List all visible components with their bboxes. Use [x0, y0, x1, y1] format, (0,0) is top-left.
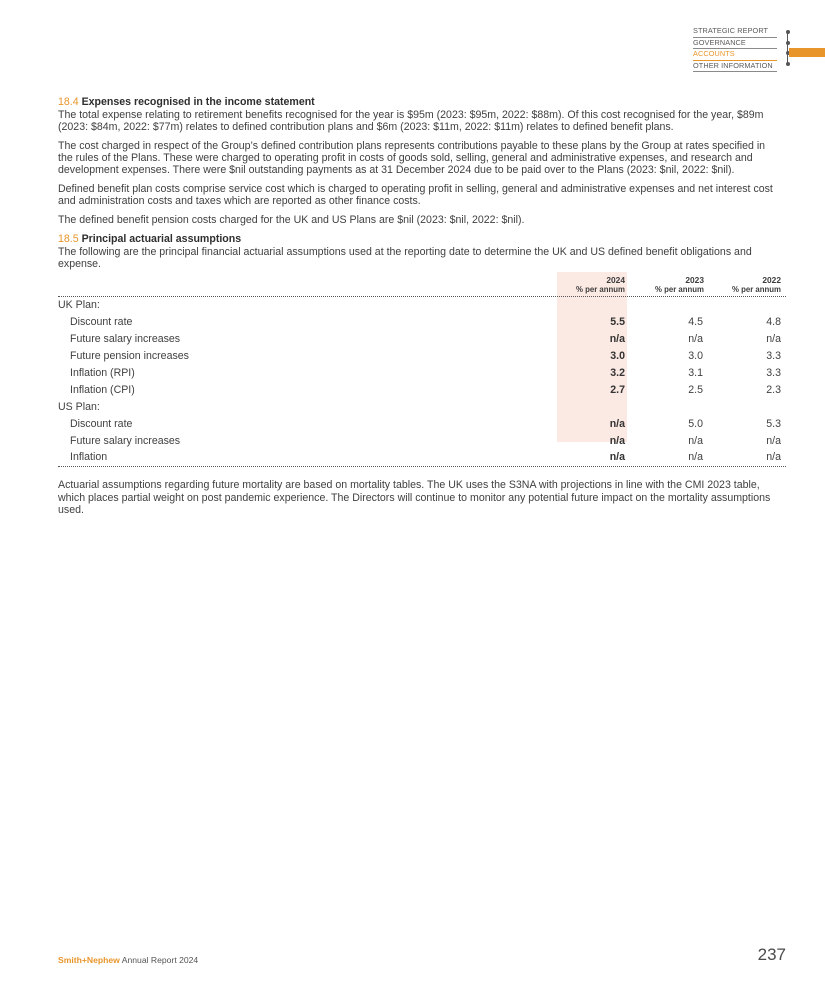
- row-label: Inflation: [70, 451, 108, 464]
- value-2024: n/a: [609, 417, 625, 430]
- row-label: Inflation (CPI): [70, 383, 135, 396]
- value-2022: 2.3: [766, 383, 781, 396]
- column-header-2024: [557, 275, 625, 295]
- nav-governance[interactable]: GOVERNANCE: [693, 38, 777, 50]
- row-label: Discount rate: [70, 316, 133, 329]
- actuarial-assumptions-table: [58, 272, 786, 467]
- table-row: [58, 449, 786, 467]
- active-section-tab: [789, 48, 825, 57]
- paragraph: The total expense relating to retirement benefits recognised for the year is $95m (2023: $95m, 2022: $88m). Of this cost recognised for the year, $89m (2023: $84m, 2022: $77m) relates to defined contribution plans and $6m (2023: $11m, 2022: $11m) relates to defined benefit plans.: [58, 109, 764, 134]
- value-2023: 3.0: [688, 350, 703, 363]
- page-number: 237: [757, 945, 786, 964]
- value-2022: n/a: [766, 451, 781, 464]
- value-2022: 5.3: [766, 417, 781, 430]
- value-2023: 2.5: [688, 383, 703, 396]
- table-row: [58, 314, 786, 331]
- value-2024: 2.7: [610, 383, 625, 396]
- section-navigation: [693, 26, 825, 72]
- column-unit: % per annum: [732, 285, 781, 295]
- column-header-2023: [636, 275, 704, 295]
- value-2023: n/a: [688, 333, 703, 346]
- table-row: [58, 382, 786, 399]
- value-2024: 3.0: [610, 350, 625, 363]
- brand-name: Smith+Nephew: [58, 955, 120, 965]
- value-2024: n/a: [609, 451, 625, 464]
- value-2023: 5.0: [688, 417, 703, 430]
- page-content: [58, 96, 788, 523]
- nav-dot: [786, 30, 790, 34]
- row-label: Inflation (RPI): [70, 366, 135, 379]
- report-title: Annual Report 2024: [121, 955, 199, 965]
- section-title: Principal actuarial assumptions: [81, 233, 242, 245]
- value-2023: 4.5: [688, 316, 703, 329]
- nav-accounts[interactable]: ACCOUNTS: [693, 49, 777, 61]
- section-18-5-heading: [58, 233, 788, 246]
- paragraph: The cost charged in respect of the Group’s defined contribution plans represents contributions payable to these plans by the Group at rates specified in the rules of the Plans. These were charged to operating profit in costs of goods sold, selling, general and administrative expenses, and research and development expenses. There were $nil outstanding payments as at 31 December 2024 due to be paid over to the Plans (2023: $nil, 2022: $nil).: [58, 140, 766, 177]
- column-year: 2023: [685, 275, 704, 286]
- table-row: [58, 331, 786, 348]
- value-2022: n/a: [766, 333, 781, 346]
- value-2023: n/a: [688, 434, 703, 447]
- value-2023: 3.1: [688, 366, 703, 379]
- column-year: 2024: [606, 275, 625, 286]
- table-row: [58, 433, 786, 450]
- nav-other-information[interactable]: OTHER INFORMATION: [693, 61, 777, 73]
- nav-dot: [786, 62, 790, 66]
- value-2022: 3.3: [766, 366, 781, 379]
- column-year: 2022: [762, 275, 781, 286]
- value-2024: 3.2: [610, 366, 625, 379]
- column-unit: % per annum: [576, 285, 625, 295]
- nav-indicator-line: [787, 31, 788, 65]
- value-2022: 4.8: [766, 316, 781, 329]
- row-label: Future salary increases: [70, 333, 181, 346]
- group-row-us-plan: [58, 399, 786, 416]
- section-number: 18.4: [58, 96, 79, 108]
- nav-strategic-report[interactable]: STRATEGIC REPORT: [693, 26, 777, 38]
- value-2022: n/a: [766, 434, 781, 447]
- paragraph: Actuarial assumptions regarding future mortality are based on mortality tables. The UK uses the S3NA with projections in line with the CMI 2023 table, which places partial weight on post pandemic experience. The Directors will continue to monitor any potential future impact on the mortality assumptions used.: [58, 479, 771, 516]
- section-number: 18.5: [58, 233, 79, 245]
- nav-dot: [786, 41, 790, 45]
- table-row: [58, 365, 786, 382]
- value-2022: 3.3: [766, 350, 781, 363]
- section-title: Expenses recognised in the income statement: [81, 96, 315, 108]
- value-2024: 5.5: [610, 316, 625, 329]
- group-row-uk-plan: [58, 297, 786, 314]
- group-label: US Plan:: [58, 400, 100, 413]
- table-row: [58, 416, 786, 433]
- table-header: [58, 272, 786, 297]
- value-2024: n/a: [609, 434, 625, 447]
- row-label: Future salary increases: [70, 434, 181, 447]
- paragraph: The following are the principal financial actuarial assumptions used at the reporting date to determine the UK and US defined benefit obligations and expense.: [58, 246, 752, 271]
- column-header-2022: [713, 275, 781, 295]
- footer-brand: [58, 955, 198, 965]
- value-2023: n/a: [688, 451, 703, 464]
- row-label: Discount rate: [70, 417, 133, 430]
- value-2024: n/a: [609, 333, 625, 346]
- row-label: Future pension increases: [70, 350, 189, 363]
- paragraph: The defined benefit pension costs charged for the UK and US Plans are $nil (2023: $nil, 2022: $nil).: [58, 214, 525, 227]
- column-unit: % per annum: [655, 285, 704, 295]
- group-label: UK Plan:: [58, 299, 100, 312]
- paragraph: Defined benefit plan costs comprise service cost which is charged to operating profit in selling, general and administrative expenses and net interest cost and administration costs and taxes which are reported as other finance costs.: [58, 183, 773, 208]
- section-18-4-heading: [58, 96, 788, 109]
- table-row: [58, 348, 786, 365]
